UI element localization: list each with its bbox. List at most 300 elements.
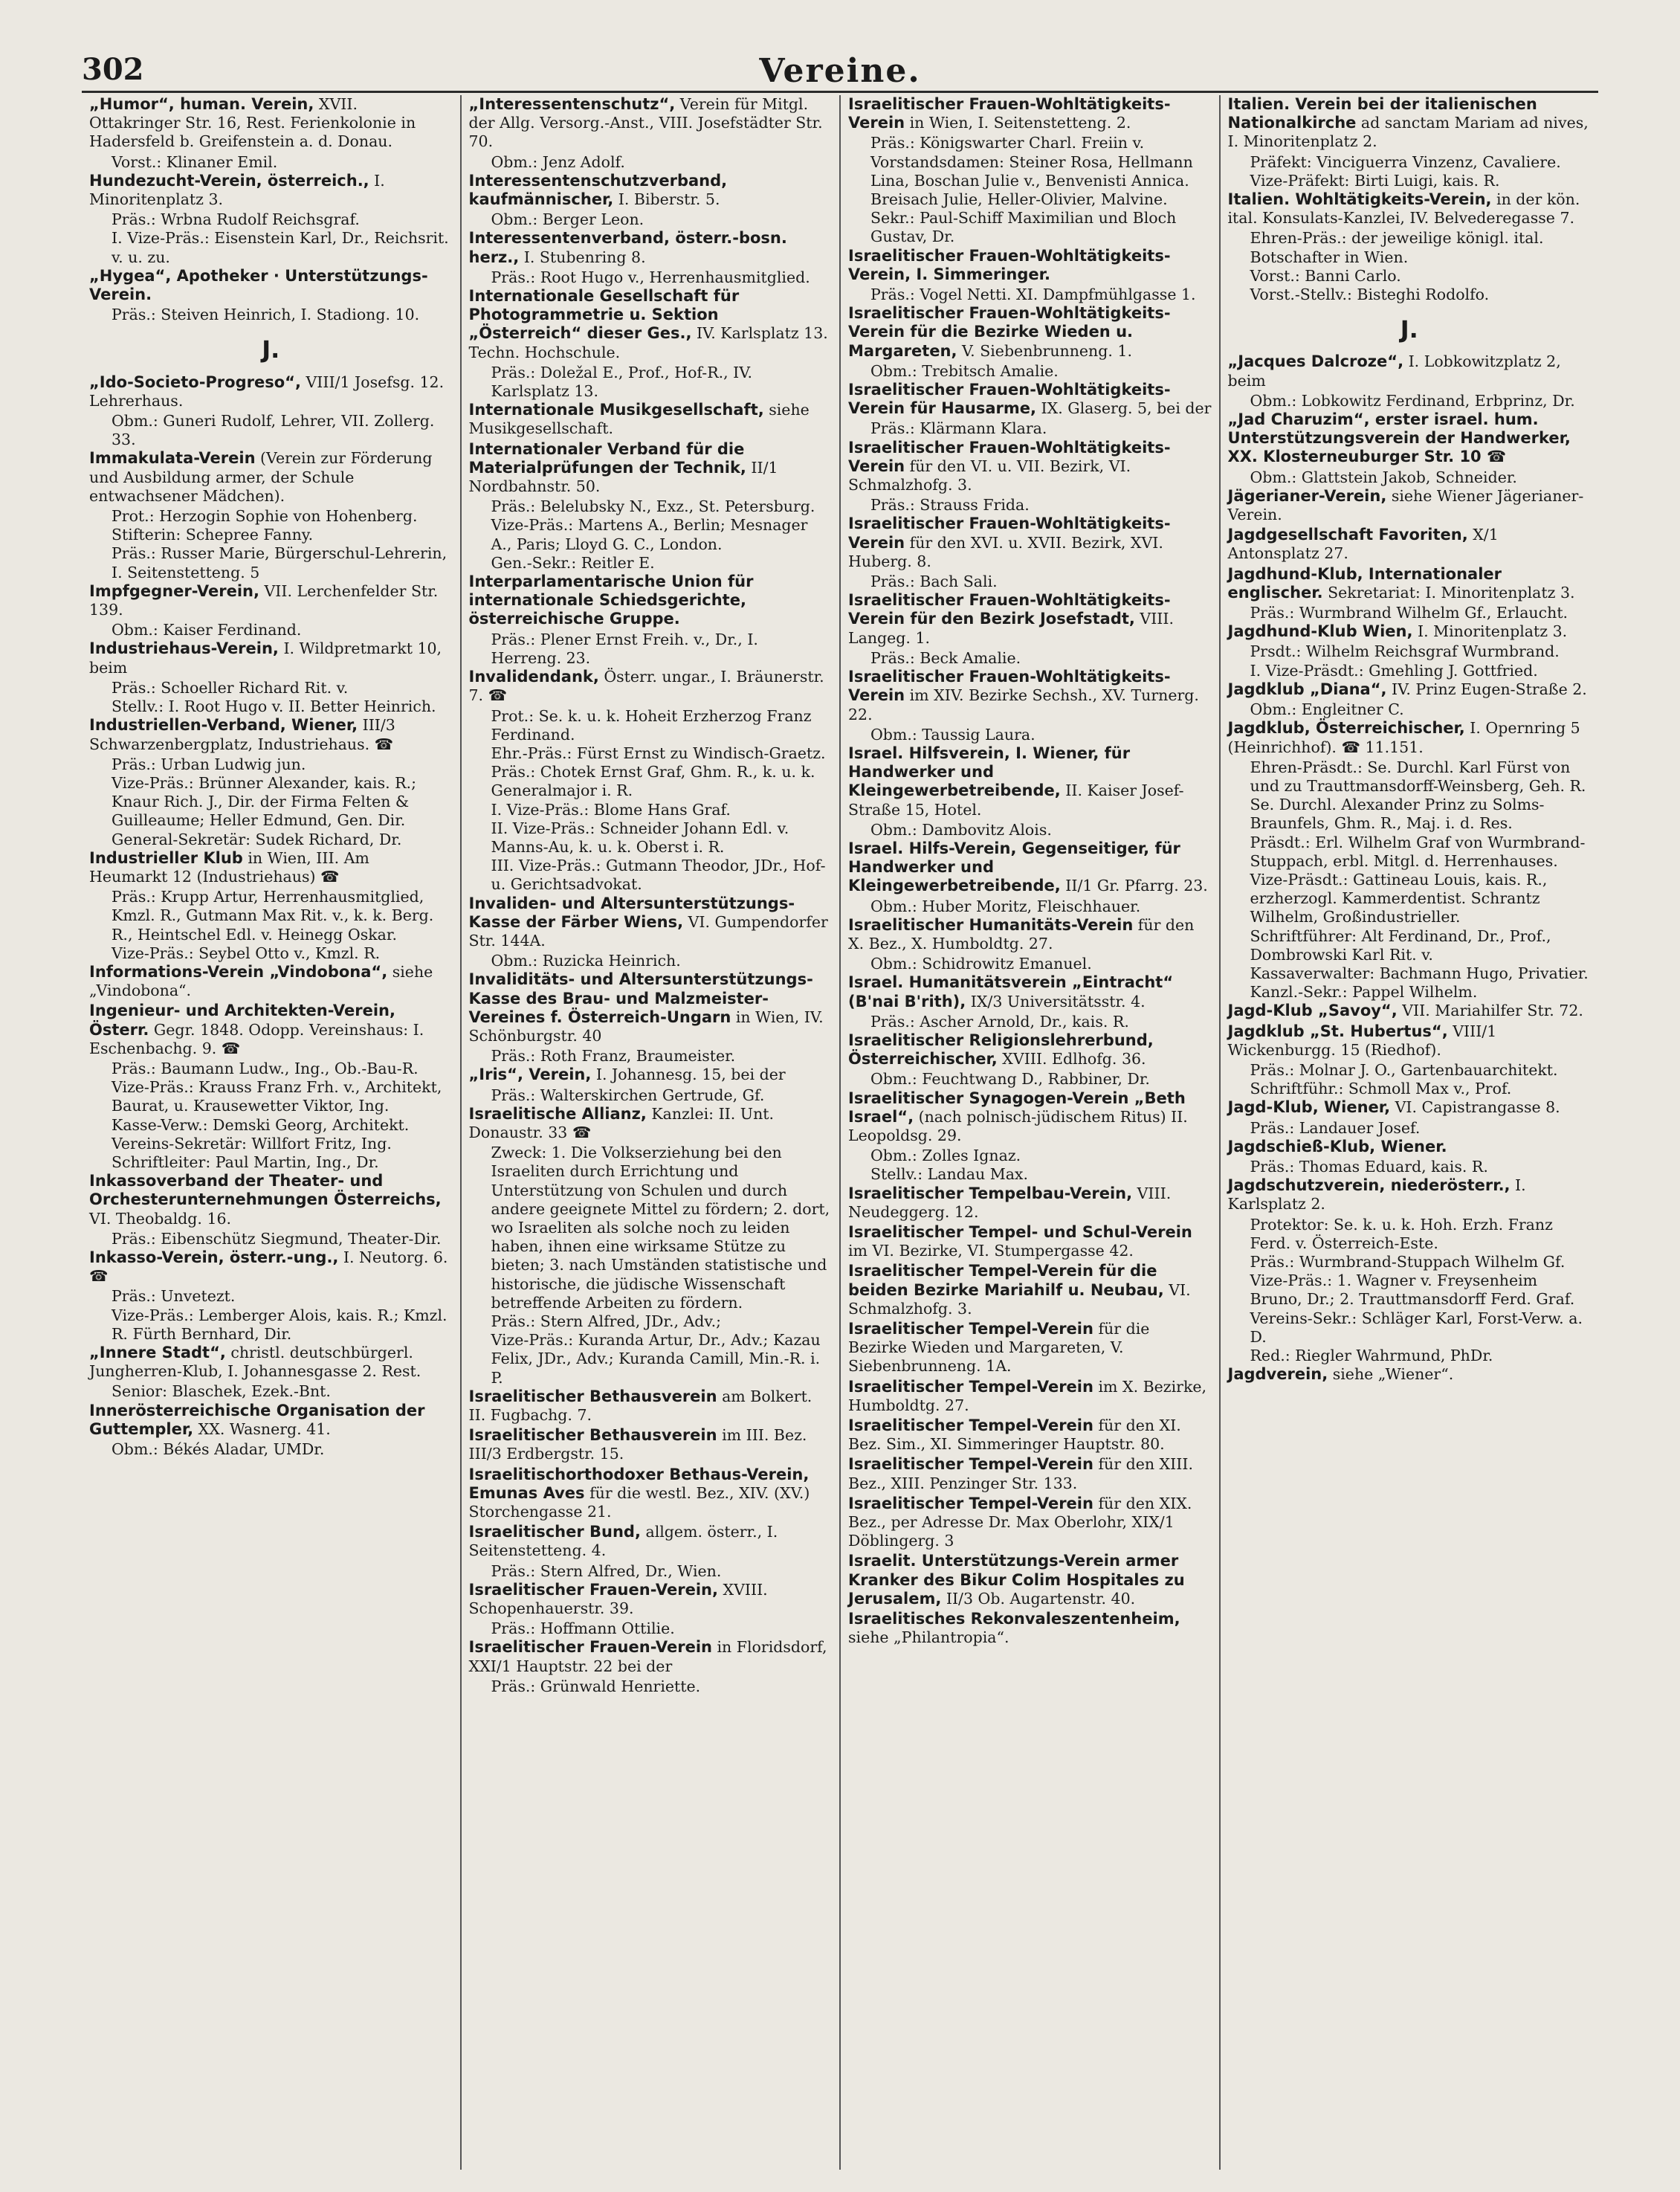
entry-heading: Israelitischer Frauen-Wohltätigkeits-Verein für die Bezirke Wieden u. Margareten, — [848, 304, 1171, 360]
entry-officer-line: I. Vize-Präsdt.: Gmehling J. Gottfried. — [1250, 661, 1538, 680]
entry-officer-line: Vorst.: Klinaner Emil. — [112, 152, 278, 171]
directory-entry — [89, 1344, 453, 1381]
column-4 — [1221, 95, 1599, 2170]
directory-entry — [469, 668, 833, 705]
entry-address: I. Minoritenplatz 3. — [89, 171, 385, 209]
entry-officer-line: Vize-Präfekt: Birti Luigi, kais. R. — [1250, 171, 1500, 190]
entry-address: I. Opernring 5 (Heinrichhof). ☎ 11.151. — [1227, 719, 1580, 756]
directory-entry — [89, 582, 453, 619]
directory-entry — [469, 172, 833, 209]
page-number: 302 — [82, 52, 144, 87]
directory-entry — [89, 449, 453, 506]
entry-officer-line: Vorst.: Banni Carlo. — [1250, 266, 1401, 285]
directory-entry — [469, 287, 833, 362]
entry-officer-line: Vorst.-Stellv.: Bisteghi Rodolfo. — [1250, 286, 1490, 304]
entry-officer-line: Obm.: Huber Moritz, Fleischhauer. — [870, 897, 1141, 915]
entry-officer-line: Präs.: Roth Franz, Braumeister. — [491, 1047, 736, 1066]
entry-officer-line: Ehren-Präsdt.: Se. Durchl. Karl Fürst von und zu Trauttmansdorff-Weinsberg, Geh. R. — [1250, 758, 1586, 795]
entry-address: IX. Glaserg. 5, bei der — [1036, 399, 1212, 418]
entry-officer-line: Präs.: Schoeller Richard Rit. v. — [112, 678, 349, 697]
entry-heading: Israelitischer Tempel-Verein für die beiden Bezirke Mariahilf u. Neubau, — [848, 1262, 1164, 1299]
entry-heading: Invaliditäts- und Altersunterstützungs-Kasse des Brau- und Malzmeister-Vereines f. Österreich-Ungarn — [468, 970, 813, 1026]
entry-officer-line: Obm.: Kaiser Ferdinand. — [112, 621, 302, 639]
entry-officer-line: Gen.-Sekr.: Reitler E. — [491, 553, 655, 572]
entry-officer-line: Präs.: Plener Ernst Freih. v., Dr., I. Herreng. 23. — [491, 630, 758, 667]
entry-heading: Israelit. Unterstützungs-Verein armer Kranker des Bikur Colim Hospitales zu Jerusalem, — [848, 1552, 1185, 1608]
entry-officer-line: Präs.: Walterskirchen Gertrude, Gf. — [491, 1086, 765, 1104]
entry-heading: Israel. Hilfsverein, I. Wiener, für Handwerker und Kleingewerbetreibende, — [848, 744, 1131, 800]
entry-heading: „Ido-Societo-Progreso“, — [89, 373, 301, 391]
entry-address: siehe „Wiener“. — [1328, 1365, 1454, 1384]
entry-officer-line: II. Vize-Präs.: Schneider Johann Edl. v. Manns-Au, k. u. k. Oberst i. R. — [491, 819, 789, 856]
entry-heading: Ingenieur- und Architekten-Verein, Österr. — [89, 1002, 395, 1039]
entry-heading: Internationaler Verband für die Materialprüfungen der Technik, — [468, 439, 746, 477]
entry-address: VIII. Langeg. 1. — [848, 610, 1175, 647]
entry-heading: Jagdklub, Österreichischer, — [1227, 719, 1465, 738]
entry-address: allgem. österr., I. Seitenstetteng. 4. — [468, 1523, 778, 1560]
entry-officer-line: Obm.: Engleitner C. — [1250, 700, 1404, 719]
entry-heading: Israelitischer Frauen-Wohltätigkeits-Verein für den Bezirk Josefstadt, — [848, 591, 1171, 628]
entry-address: für die westl. Bez., XIV. (XV.) Storchengasse 21. — [468, 1483, 810, 1521]
entry-heading: Interessentenverband, österr.-bosn. herz., — [468, 229, 787, 266]
entry-address: VI. Schmalzhofg. 3. — [848, 1280, 1191, 1318]
column-3 — [841, 95, 1221, 2170]
entry-heading: Invalidendank, — [468, 668, 599, 686]
entry-address: Verein für Mitgl. der Allg. Versorg.-Anst., VIII. Josefstädter Str. 70. — [468, 95, 823, 151]
entry-address: XVII. Ottakringer Str. 16, Rest. Ferienkolonie in Hadersfeld b. Greifenstein a. d. Donau. — [89, 95, 416, 151]
entry-heading: Interessentenschutzverband, kaufmännischer, — [468, 171, 728, 209]
entry-officer-line: Obm.: Glattstein Jakob, Schneider. — [1250, 468, 1517, 486]
directory-entry — [469, 573, 833, 629]
entry-address: VI. Theobaldg. 16. — [89, 1209, 232, 1228]
directory-entry — [848, 744, 1212, 819]
entry-officer-line: Prsdt.: Wilhelm Reichsgraf Wurmbrand. — [1250, 642, 1560, 661]
entry-heading: Israelitischer Tempel-Verein — [848, 1377, 1093, 1396]
entry-officer-line: Präs.: Strauss Frida. — [870, 496, 1030, 515]
entry-heading: Israelitischer Frauen-Wohltätigkeits-Verein — [848, 438, 1171, 475]
directory-entry — [1228, 352, 1592, 390]
entry-heading: Jagdverein, — [1227, 1365, 1328, 1384]
entry-heading: Jagdhund-Klub Wien, — [1227, 622, 1413, 641]
entry-address: II/3 Ob. Augartenstr. 40. — [941, 1589, 1136, 1608]
entry-heading: Innerösterreichische Organisation der Guttempler, — [89, 1401, 425, 1438]
entry-officer-line: Präs.: Grünwald Henriette. — [491, 1677, 701, 1695]
entry-officer-line: Präs.: Molnar J. O., Gartenbauarchitekt. — [1250, 1060, 1558, 1079]
entry-address: für den XVI. u. XVII. Bezirk, XVI. Huberg. 8. — [848, 533, 1163, 570]
entry-heading: Jagdklub „Diana“, — [1227, 680, 1387, 698]
entry-officer-line: Präs.: Stern Alfred, JDr., Adv.; — [491, 1312, 721, 1330]
entry-officer-line: Präs.: Root Hugo v., Herrenhausmitglied. — [491, 268, 810, 286]
directory-entry — [469, 401, 833, 438]
directory-entry — [469, 1638, 833, 1675]
entry-officer-line: Prot.: Herzogin Sophie von Hohenberg. — [112, 507, 418, 526]
entry-heading: Jagd-Klub „Savoy“, — [1227, 1002, 1398, 1020]
entry-address: in der kön. ital. Konsulats-Kanzlei, IV. Belvederegasse 7. — [1227, 190, 1580, 228]
directory-entry — [89, 716, 453, 753]
entry-officer-line: Präs.: Klärmann Klara. — [870, 419, 1047, 438]
directory-entry — [469, 440, 833, 497]
entry-address: (nach polnisch-jüdischem Ritus) II. Leopoldsg. 29. — [848, 1107, 1188, 1144]
entry-heading: Jagdklub „St. Hubertus“, — [1227, 1022, 1448, 1040]
entry-address: I. Johannesg. 15, bei der — [591, 1066, 786, 1084]
entry-officer-line: Obm.: Lobkowitz Ferdinand, Erbprinz, Dr. — [1250, 391, 1575, 410]
entry-officer-line: Schriftführ.: Schmoll Max v., Prof. — [1250, 1080, 1512, 1098]
entry-address: in Floridsdorf, XXI/1 Hauptstr. 22 bei der — [468, 1638, 827, 1675]
entry-heading: Industriellen-Verband, Wiener, — [89, 716, 358, 735]
directory-entry — [1228, 622, 1592, 641]
entry-heading: „Innere Stadt“, — [89, 1344, 226, 1361]
directory-entry — [848, 591, 1212, 648]
entry-officer-line: III. Vize-Präs.: Gutmann Theodor, JDr., Hof- u. Gerichtsadvokat. — [491, 857, 826, 894]
directory-entry — [848, 839, 1212, 896]
entry-address: VIII/1 Josefsg. 12. Lehrerhaus. — [89, 373, 445, 410]
entry-officer-line: Protektor: Se. k. u. k. Hoh. Erzh. Franz Ferd. v. Österreich-Este. — [1250, 1215, 1553, 1252]
entry-officer-line: Präs.: Doležal E., Prof., Hof-R., IV. Karlsplatz 13. — [491, 363, 753, 401]
directory-entry — [89, 1402, 453, 1439]
entry-heading: Israelitischer Frauen-Wohltätigkeits-Verein für Hausarme, — [848, 381, 1171, 418]
entry-officer-line: Präs.: Chotek Ernst Graf, Ghm. R., k. u. k. Generalmajor i. R. — [491, 763, 815, 800]
entry-heading: Immakulata-Verein — [89, 449, 256, 468]
entry-heading: Israelitischer Bethausverein — [468, 1387, 717, 1405]
entry-heading: „Interessentenschutz“, — [468, 95, 676, 113]
entry-heading: Jagdschutzverein, niederösterr., — [1227, 1176, 1511, 1195]
entry-address: VII. Mariahilfer Str. 72. — [1397, 1002, 1583, 1020]
directory-entry — [848, 668, 1212, 724]
directory-entry — [1228, 1176, 1592, 1213]
directory-entry — [469, 1466, 833, 1522]
directory-entry — [1228, 1002, 1592, 1020]
entry-address: II/1 Gr. Pfarrg. 23. — [1060, 877, 1208, 895]
directory-entry — [469, 1387, 833, 1425]
entry-heading: Israel. Hilfs-Verein, Gegenseitiger, für Handwerker und Kleingewerbetreibende, — [848, 839, 1180, 895]
entry-heading: Israelitischer Frauen-Wohltätigkeits-Verein — [848, 95, 1171, 132]
directory-entry — [89, 1172, 453, 1228]
entry-address: ad sanctam Mariam ad nives, I. Minoritenplatz 2. — [1227, 114, 1589, 151]
directory-entry — [848, 1031, 1212, 1068]
columns — [82, 95, 1598, 2170]
entry-address: Gegr. 1848. Odopp. Vereinshaus: I. Eschenbachg. 9. ☎ — [89, 1020, 424, 1057]
entry-heading: Italien. Wohltätigkeits-Verein, — [1227, 190, 1492, 209]
directory-entry — [848, 1184, 1212, 1222]
directory-entry — [848, 304, 1212, 361]
entry-officer-line: Präs.: Urban Ludwig jun. — [112, 755, 306, 773]
directory-entry — [1228, 410, 1592, 467]
entry-address: siehe „Vindobona“. — [89, 962, 433, 1000]
entry-officer-line: Obm.: Ruzicka Heinrich. — [491, 952, 681, 970]
entry-address: II. Kaiser Josef-Straße 15, Hotel. — [848, 781, 1184, 819]
entry-address: im III. Bez. III/3 Erdbergstr. 15. — [468, 1426, 807, 1463]
entry-heading: Israelitisches Rekonvaleszentenheim, — [848, 1610, 1180, 1628]
directory-entry — [469, 1105, 833, 1142]
entry-officer-line: Obm.: Berger Leon. — [491, 210, 644, 229]
entry-officer-line: I. Vize-Präs.: Eisenstein Karl, Dr., Reichsrit. v. u. zu. — [112, 229, 449, 266]
directory-entry — [848, 973, 1212, 1010]
entry-heading: Israelitischer Tempel-Verein — [848, 1455, 1093, 1474]
entry-address: siehe Musikgesellschaft. — [468, 401, 810, 438]
entry-heading: Impfgegner-Verein, — [89, 581, 259, 600]
entry-heading: Israelitischer Frauen-Verein, — [468, 1580, 718, 1599]
entry-address: für den XIII. Bez., XIII. Penzinger Str. 133. — [848, 1455, 1193, 1492]
entry-heading: Israelitischer Tempel-Verein — [848, 1494, 1093, 1512]
entry-officer-line: Präsdt.: Erl. Wilhelm Graf von Wurmbrand-Stuppach, erbl. Mitgl. d. Herrenhauses. — [1250, 833, 1586, 870]
entry-heading: „Jad Charuzim“, erster israel. hum. Unterstützungsverein der Handwerker, XX. Klosterneuburger Str. 10 ☎ — [1227, 410, 1571, 466]
directory-entry — [89, 963, 453, 1000]
directory-entry — [89, 1248, 453, 1286]
entry-officer-line: Senior: Blaschek, Ezek.-Bnt. — [112, 1382, 331, 1401]
entry-address: im X. Bezirke, Humboldtg. 27. — [848, 1377, 1207, 1414]
directory-entry — [848, 515, 1212, 571]
entry-address: christl. deutschbürgerl. Jungherren-Klub, I. Johannesgasse 2. Rest. — [89, 1344, 421, 1381]
directory-entry — [469, 970, 833, 1045]
directory-entry — [89, 639, 453, 677]
directory-entry — [469, 1523, 833, 1560]
entry-officer-line: I. Vize-Präs.: Blome Hans Graf. — [491, 800, 731, 819]
entry-heading: Israelitische Allianz, — [468, 1104, 647, 1123]
entry-officer-line: Präs.: Beck Amalie. — [870, 648, 1021, 667]
directory-entry — [89, 849, 453, 886]
column-1 — [82, 95, 462, 2170]
entry-heading: Informations-Verein „Vindobona“, — [89, 962, 388, 981]
entry-heading: Jagdhund-Klub, Internationaler englischer. — [1227, 564, 1502, 602]
entry-officer-line: Obm.: Trebitsch Amalie. — [870, 361, 1059, 380]
entry-officer-line: Präs.: Steiven Heinrich, I. Stadiong. 10. — [112, 306, 420, 324]
entry-officer-line: Obm.: Taussig Laura. — [870, 725, 1036, 744]
directory-entry — [1228, 526, 1592, 563]
entry-officer-line: Präfekt: Vinciguerra Vinzenz, Cavaliere. — [1250, 152, 1561, 171]
entry-officer-line: Präs.: Baumann Ludw., Ing., Ob.-Bau-R. — [112, 1059, 419, 1077]
directory-entry — [469, 894, 833, 951]
entry-officer-line: Obm.: Schidrowitz Emanuel. — [870, 955, 1092, 973]
directory-entry — [1228, 1138, 1592, 1156]
directory-entry — [848, 1495, 1212, 1551]
directory-entry — [89, 373, 453, 410]
entry-heading: Jagdgesellschaft Favoriten, — [1227, 526, 1468, 544]
entry-heading: Hundezucht-Verein, österreich., — [89, 171, 369, 190]
entry-officer-line: Präs.: Vogel Netti. XI. Dampfmühlgasse 1. — [870, 286, 1196, 304]
entry-address: VIII/1 Wickenburgg. 15 (Riedhof). — [1227, 1022, 1497, 1059]
entry-heading: Israelitischer Frauen-Verein — [468, 1638, 712, 1657]
entry-officer-line: Stellv.: I. Root Hugo v. II. Better Heinrich. — [112, 697, 436, 716]
entry-heading: Italien. Verein bei der italienischen Nationalkirche — [1227, 95, 1537, 132]
entry-officer-line: Schriftleiter: Paul Martin, Ing., Dr. — [112, 1153, 379, 1171]
entry-address: Österr. ungar., I. Bräunerstr. 7. ☎ — [468, 668, 824, 705]
entry-address: VI. Capistrangasse 8. — [1390, 1098, 1560, 1117]
entry-address: im XIV. Bezirke Sechsh., XV. Turnerg. 22. — [848, 686, 1199, 723]
entry-officer-line: Obm.: Jenz Adolf. — [491, 152, 625, 171]
entry-address: in Wien, III. Am Heumarkt 12 (Industriehaus) ☎ — [89, 848, 369, 886]
directory-entry — [1228, 190, 1592, 228]
entry-heading: Internationale Gesellschaft für Photogrammetrie u. Sektion „Österreich“ dieser Ges., — [468, 287, 740, 343]
entry-address: am Bolkert. II. Fugbachg. 7. — [468, 1387, 812, 1425]
entry-address: (Verein zur Förderung und Ausbildung armer, der Schule entwachsener Mädchen). — [89, 449, 433, 505]
directory-entry — [848, 439, 1212, 495]
directory-entry — [848, 1262, 1212, 1318]
entry-heading: Interparlamentarische Union für internationale Schiedsgerichte, österreichische Gruppe. — [468, 573, 754, 628]
entry-address: VIII. Neudeggerg. 12. — [848, 1184, 1172, 1221]
entry-address: I. Biberstr. 5. — [613, 190, 720, 209]
entry-officer-line: Vize-Präs.: Lemberger Alois, kais. R.; Kmzl. R. Fürth Bernhard, Dir. — [112, 1306, 448, 1343]
entry-address: V. Siebenbrunneng. 1. — [957, 341, 1132, 360]
entry-heading: Jagdschieß-Klub, Wiener. — [1227, 1137, 1447, 1155]
directory-entry — [1228, 565, 1592, 602]
entry-address: im VI. Bezirke, VI. Stumpergasse 42. — [848, 1242, 1134, 1260]
entry-address: IV. Karlsplatz 13. Techn. Hochschule. — [468, 324, 828, 361]
directory-entry — [848, 1416, 1212, 1454]
entry-officer-line: Präs.: Unvetezt. — [112, 1287, 236, 1306]
directory-entry — [89, 267, 453, 304]
directory-entry — [848, 1089, 1212, 1146]
entry-officer-line: Sekr.: Paul-Schiff Maximilian und Bloch Gustav, Dr. — [870, 209, 1177, 246]
entry-heading: Israelitischer Frauen-Wohltätigkeits-Verein, I. Simmeringer. — [848, 246, 1171, 283]
section-letter: J. — [1400, 315, 1418, 344]
directory-entry — [848, 1223, 1212, 1260]
directory-entry — [469, 95, 833, 152]
entry-officer-line: Obm.: Zolles Ignaz. — [870, 1147, 1021, 1165]
entry-officer-line: General-Sekretär: Sudek Richard, Dr. — [112, 830, 402, 848]
entry-address: I. Minoritenplatz 3. — [1412, 622, 1568, 641]
entry-address: Sekretariat: I. Minoritenplatz 3. — [1322, 583, 1575, 602]
entry-heading: Israelitischer Synagogen-Verein „Beth Israel“, — [848, 1089, 1186, 1126]
entry-heading: „Jacques Dalcroze“, — [1227, 352, 1404, 371]
entry-officer-line: Ehr.-Präs.: Fürst Ernst zu Windisch-Graetz. — [491, 744, 826, 762]
entry-address: VI. Gumpendorfer Str. 144A. — [468, 912, 828, 950]
entry-address: II/1 Nordbahnstr. 50. — [468, 458, 778, 496]
entry-heading: Israel. Humanitätsverein „Eintracht“ (B'nai B'rith), — [848, 973, 1174, 1010]
directory-entry — [469, 1581, 833, 1618]
directory-entry — [1228, 1098, 1592, 1117]
running-title: Vereine. — [759, 52, 921, 90]
directory-entry — [89, 172, 453, 209]
entry-officer-line: Präs.: Königswarter Charl. Freiin v. — [870, 134, 1145, 152]
entry-heading: Jägerianer-Verein, — [1227, 486, 1387, 505]
entry-officer-line: Präs.: Wurmbrand Wilhelm Gf., Erlaucht. — [1250, 604, 1568, 622]
entry-address: für den XI. Bez. Sim., XI. Simmeringer Hauptstr. 80. — [848, 1416, 1181, 1454]
entry-address: I. Wildpretmarkt 10, beim — [89, 639, 442, 677]
entry-heading: Israelitischer Tempel-Verein — [848, 1416, 1093, 1435]
entry-heading: Israelitischorthodoxer Bethaus-Verein, Emunas Aves — [468, 1465, 810, 1502]
entry-officer-line: Präs.: Wurmbrand-Stuppach Wilhelm Gf. — [1250, 1252, 1566, 1271]
entry-officer-line: Präs.: Stern Alfred, Dr., Wien. — [491, 1561, 722, 1580]
directory-entry — [1228, 95, 1592, 152]
entry-officer-line: Kassaverwalter: Bachmann Hugo, Privatier. — [1250, 964, 1589, 982]
entry-officer-line: Vize-Präs.: Seybel Otto v., Kmzl. R. — [112, 944, 381, 962]
entry-officer-line: Obm.: Dambovitz Alois. — [870, 820, 1052, 839]
entry-heading: „Hygea“, Apotheker · Unterstützungs-Verein. — [89, 266, 428, 304]
entry-heading: Inkasso-Verein, österr.-ung., — [89, 1248, 339, 1266]
entry-officer-line: Präs.: Landauer Josef. — [1250, 1118, 1421, 1137]
directory-entry — [848, 381, 1212, 418]
entry-heading: Invaliden- und Altersunterstützungs-Kasse der Färber Wiens, — [468, 894, 795, 931]
entry-address: Kanzlei: II. Unt. Donaustr. 33 ☎ — [468, 1104, 775, 1141]
directory-entry — [1228, 1365, 1592, 1384]
entry-address: IV. Prinz Eugen-Straße 2. — [1386, 680, 1587, 698]
column-2 — [462, 95, 841, 2170]
entry-officer-line: Präs.: Krupp Artur, Herrenhausmitglied, Kmzl. R., Gutmann Max Rit. v., k. k. Berg. R., Heintschel Edl. v. Heinegg Oskar. — [112, 888, 434, 944]
directory-entry — [848, 916, 1212, 953]
entry-officer-line: Vize-Präs.: Kuranda Artur, Dr., Adv.; Kazau Felix, JDr., Adv.; Kuranda Camill, Min.-R. i. P. — [491, 1331, 821, 1387]
entry-officer-line: Ehren-Präs.: der jeweilige königl. ital. Botschafter in Wien. — [1250, 229, 1544, 266]
entry-officer-line: Vize-Präs.: 1. Wagner v. Freysenheim Bruno, Dr.; 2. Trauttmansdorff Ferd. Graf. — [1250, 1271, 1575, 1309]
entry-address: VII. Lerchenfelder Str. 139. — [89, 581, 439, 619]
entry-officer-line: Vize-Präsdt.: Gattineau Louis, kais. R., erzherzogl. Kammerdentist. Schrantz Wilhelm, Großindustrieller. — [1250, 870, 1548, 926]
entry-heading: Industriehaus-Verein, — [89, 639, 279, 658]
page-header — [82, 52, 1598, 97]
entry-officer-line: Red.: Riegler Wahrmund, PhDr. — [1250, 1347, 1493, 1364]
entry-officer-line: Stifterin: Schepree Fanny. — [112, 526, 314, 544]
entry-officer-line: Schriftführer: Alt Ferdinand, Dr., Prof., Dombrowski Karl Rit. v. — [1250, 926, 1551, 964]
entry-address: I. Karlsplatz 2. — [1227, 1176, 1526, 1213]
entry-heading: Israelitischer Frauen-Wohltätigkeits-Verein — [848, 668, 1171, 705]
entry-officer-line: Vize-Präs.: Krauss Franz Frh. v., Architekt, Baurat, u. Krausewetter Viktor, Ing. — [112, 1078, 442, 1115]
header-rule — [82, 91, 1598, 93]
directory-entry — [848, 1455, 1212, 1492]
directory-entry — [1228, 680, 1592, 699]
entry-heading: Israelitischer Bund, — [468, 1523, 641, 1541]
directory-entry — [848, 247, 1212, 284]
entry-heading: „Iris“, Verein, — [468, 1066, 592, 1084]
entry-address: siehe Wiener Jägerianer-Verein. — [1227, 486, 1584, 524]
directory-entry — [469, 229, 833, 266]
directory-entry — [469, 1426, 833, 1463]
entry-heading: Israelitischer Tempel-Verein — [848, 1320, 1093, 1338]
entry-officer-line: Präs.: Ascher Arnold, Dr., kais. R. — [870, 1012, 1129, 1031]
entry-address: siehe „Philantropia“. — [848, 1628, 1009, 1647]
entry-address: für den VI. u. VII. Bezirk, VI. Schmalzhofg. 3. — [848, 457, 1131, 494]
directory-entry — [848, 1320, 1212, 1376]
entry-officer-line: Zweck: 1. Die Volkserziehung bei den Israeliten durch Errichtung und Unterstützung von Schulen und durch andere geeignete Mittel zu fördern; 2. dort, wo Israeliten als solche noch zu leiden haben, ihnen eine wirksame Stütze zu bieten; 3. nach Umständen statistische und historische, die jüdische Wissenschaft betreffende Arbeiten zu fördern. — [491, 1144, 830, 1312]
entry-officer-line: Kanzl.-Sekr.: Pappel Wilhelm. — [1250, 983, 1478, 1002]
entry-officer-line: Präs.: Wrbna Rudolf Reichsgraf. — [112, 210, 360, 229]
directory-entry — [1228, 719, 1592, 756]
entry-address: in Wien, I. Seitenstetteng. 2. — [905, 114, 1131, 132]
section-letter: J. — [262, 335, 280, 364]
directory-entry — [848, 1552, 1212, 1608]
entry-heading: „Humor“, human. Verein, — [89, 95, 314, 113]
entry-address: I. Stubenring 8. — [519, 248, 646, 266]
entry-officer-line: Präs.: Belelubsky N., Exz., St. Petersburg. — [491, 497, 815, 516]
entry-officer-line: Vize-Präs.: Martens A., Berlin; Mesnager A., Paris; Lloyd G. C., London. — [491, 516, 808, 553]
entry-address: in Wien, IV. Schönburgstr. 40 — [468, 1008, 824, 1045]
entry-officer-line: Präs.: Hoffmann Ottilie. — [491, 1619, 675, 1638]
entry-heading: Israelitischer Frauen-Wohltätigkeits-Verein — [848, 515, 1171, 552]
directory-entry — [848, 1378, 1212, 1415]
entry-officer-line: Vorstandsdamen: Steiner Rosa, Hellmann Lina, Boschan Julie v., Benvenisti Annica. Breisach Julie, Heller-Olivier, Malvine. — [870, 152, 1193, 209]
entry-officer-line: Präs.: Russer Marie, Bürgerschul-Lehrerin, I. Seitenstetteng. 5 — [112, 544, 448, 581]
directory-entry — [848, 95, 1212, 132]
entry-officer-line: Vereins-Sekretär: Willfort Fritz, Ing. — [112, 1134, 392, 1153]
entry-officer-line: Präs.: Thomas Eduard, kais. R. — [1250, 1157, 1488, 1176]
entry-officer-line: Obm.: Guneri Rudolf, Lehrer, VII. Zollerg. 33. — [112, 412, 435, 449]
entry-heading: Israelitischer Bethausverein — [468, 1426, 717, 1445]
entry-heading: Israelitischer Religionslehrerbund, Österreichischer, — [848, 1031, 1154, 1068]
entry-heading: Israelitischer Humanitäts-Verein — [848, 915, 1134, 934]
entry-address: IX/3 Universitätsstr. 4. — [966, 992, 1146, 1010]
entry-address: III/3 Schwarzenbergplatz, Industriehaus. ☎ — [89, 716, 395, 753]
entry-officer-line: Kasse-Verw.: Demski Georg, Architekt. — [112, 1115, 410, 1134]
entry-address: X/1 Antonsplatz 27. — [1227, 526, 1499, 563]
directory-entry — [848, 1610, 1212, 1647]
directory-entry — [1228, 487, 1592, 524]
directory-entry — [1228, 1022, 1592, 1060]
entry-officer-line: Prot.: Se. k. u. k. Hoheit Erzherzog Franz Ferdinand. — [491, 706, 812, 744]
entry-address: I. Lobkowitzplatz 2, beim — [1227, 352, 1561, 390]
entry-officer-line: Obm.: Békés Aladar, UMDr. — [112, 1440, 325, 1459]
entry-address: I. Neutorg. 6. ☎ — [89, 1248, 448, 1286]
directory-entry — [469, 1066, 833, 1084]
entry-heading: Israelitischer Tempelbau-Verein, — [848, 1184, 1133, 1202]
entry-officer-line: Vereins-Sekr.: Schläger Karl, Forst-Verw. a. D. — [1250, 1309, 1583, 1346]
entry-officer-line: Präs.: Eibenschütz Siegmund, Theater-Dir. — [112, 1229, 442, 1248]
